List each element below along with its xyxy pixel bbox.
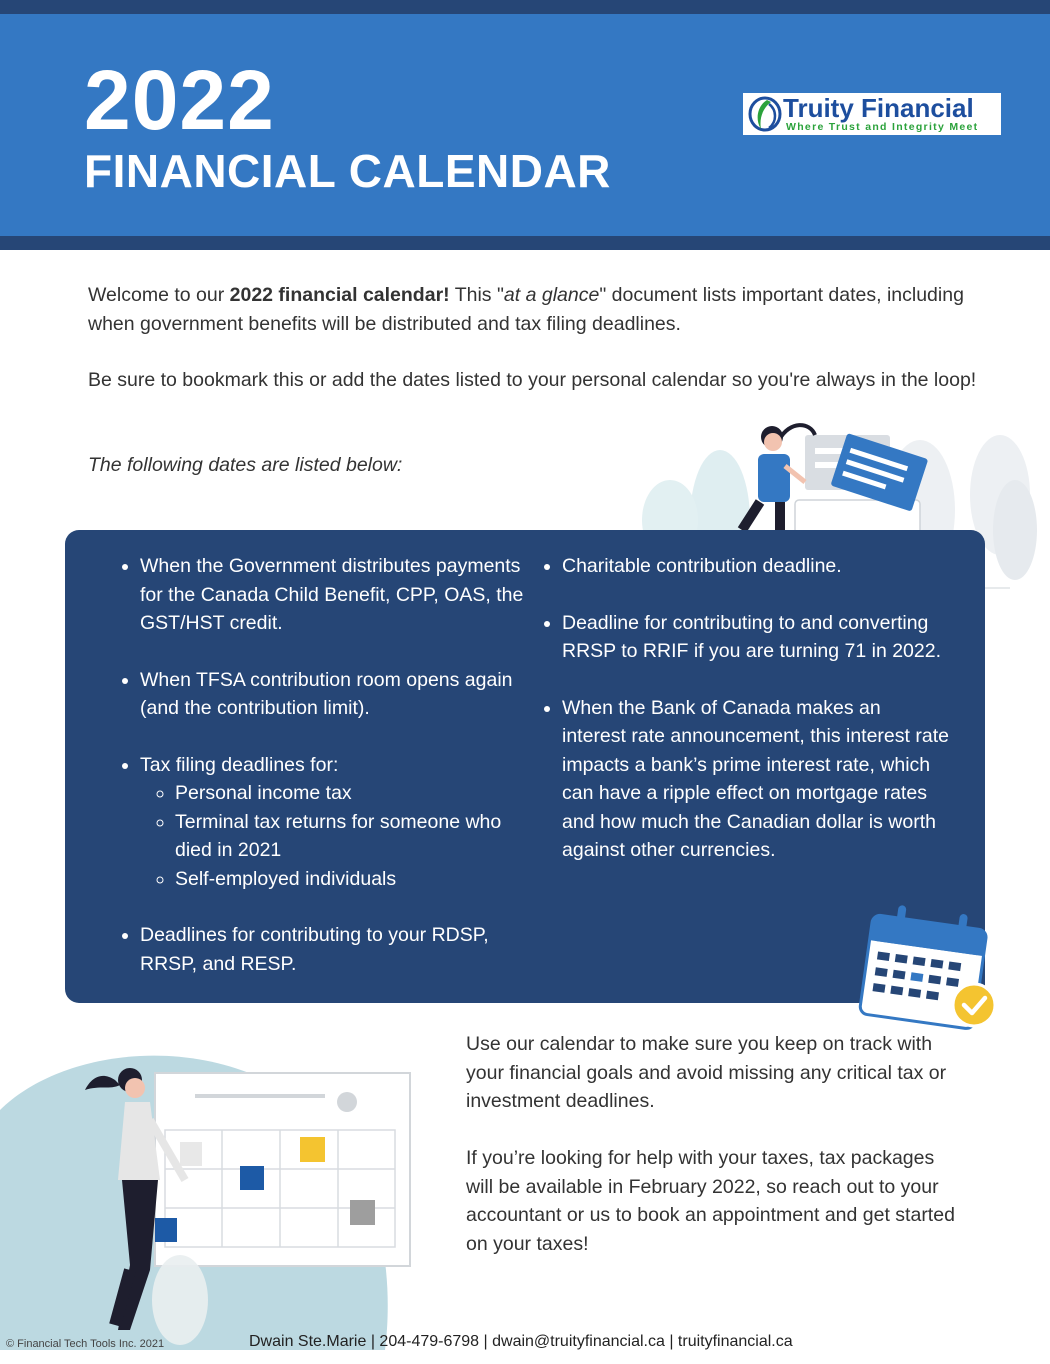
list-item: • When the Bank of Canada makes an interest rate announcement, this interest rate impacts a bank’s prime interest rate, which can have a ripple effect on mortgage rates and how much the Canadian dollar is worth against other currencies. xyxy=(562,694,950,865)
intro-italic: at a glance xyxy=(503,284,600,306)
topics-list-right xyxy=(540,552,950,893)
intro-bold: 2022 financial calendar! xyxy=(229,284,450,306)
intro-paragraph-3: The following dates are listed below: xyxy=(88,454,403,476)
copyright-text: © Financial Tech Tools Inc. 2021 xyxy=(6,1338,165,1350)
sub-list-item: ◦ Personal income tax xyxy=(175,779,528,808)
logo-mark-icon xyxy=(747,96,783,132)
logo-name: Truity Financial xyxy=(783,93,974,123)
list-item: • Deadline for contributing to and converting RRSP to RRIF if you are turning 71 in 2022. xyxy=(562,609,950,666)
page-year: 2022 xyxy=(84,53,275,147)
closing-text xyxy=(466,1030,966,1258)
sub-list-item: ◦ Self-employed individuals xyxy=(175,865,528,894)
header-stripe xyxy=(0,236,1050,250)
woman-with-planner-illustration xyxy=(0,1040,430,1350)
page-title: FINANCIAL CALENDAR xyxy=(84,145,611,197)
sub-list-item: ◦ Terminal tax returns for someone who died in 2021 xyxy=(175,808,528,865)
contact-footer: Dwain Ste.Marie | 204-479-6798 | dwain@truityfinancial.ca | truityfinancial.ca xyxy=(249,1333,793,1350)
top-stripe xyxy=(0,0,1050,14)
intro-paragraph-1: Welcome to our 2022 financial calendar! This "at a glance" document lists important dates, including when government benefits will be distributed and tax filing deadlines. xyxy=(88,284,964,335)
topics-list-left xyxy=(118,552,528,1006)
company-logo xyxy=(743,93,1001,135)
logo-tagline: Where Trust and Integrity Meet xyxy=(786,121,979,133)
topics-panel xyxy=(65,530,985,1003)
list-item: • Tax filing deadlines for: ◦ Personal income tax ◦ Terminal tax returns for someone who died in 2021 ◦ Self-employed individuals xyxy=(140,751,528,894)
list-item: • Deadlines for contributing to your RDSP, RRSP, and RESP. xyxy=(140,921,528,978)
closing-paragraph-1: Use our calendar to make sure you keep on track with your financial goals and avoid missing any critical tax or investment deadlines. xyxy=(466,1033,947,1112)
calendar-check-icon xyxy=(856,905,1006,1040)
list-item: • When TFSA contribution room opens again (and the contribution limit). xyxy=(140,666,528,723)
intro-paragraph-2: Be sure to bookmark this or add the dates listed to your personal calendar so you're always in the loop! xyxy=(88,369,977,391)
list-item: • When the Government distributes payments for the Canada Child Benefit, CPP, OAS, the GST/HST credit. xyxy=(140,552,528,638)
list-item: • Charitable contribution deadline. xyxy=(562,552,950,581)
closing-paragraph-2: If you’re looking for help with your taxes, tax packages will be available in February 2022, so reach out to your accountant or us to book an appointment and get started on your taxes! xyxy=(466,1147,955,1255)
